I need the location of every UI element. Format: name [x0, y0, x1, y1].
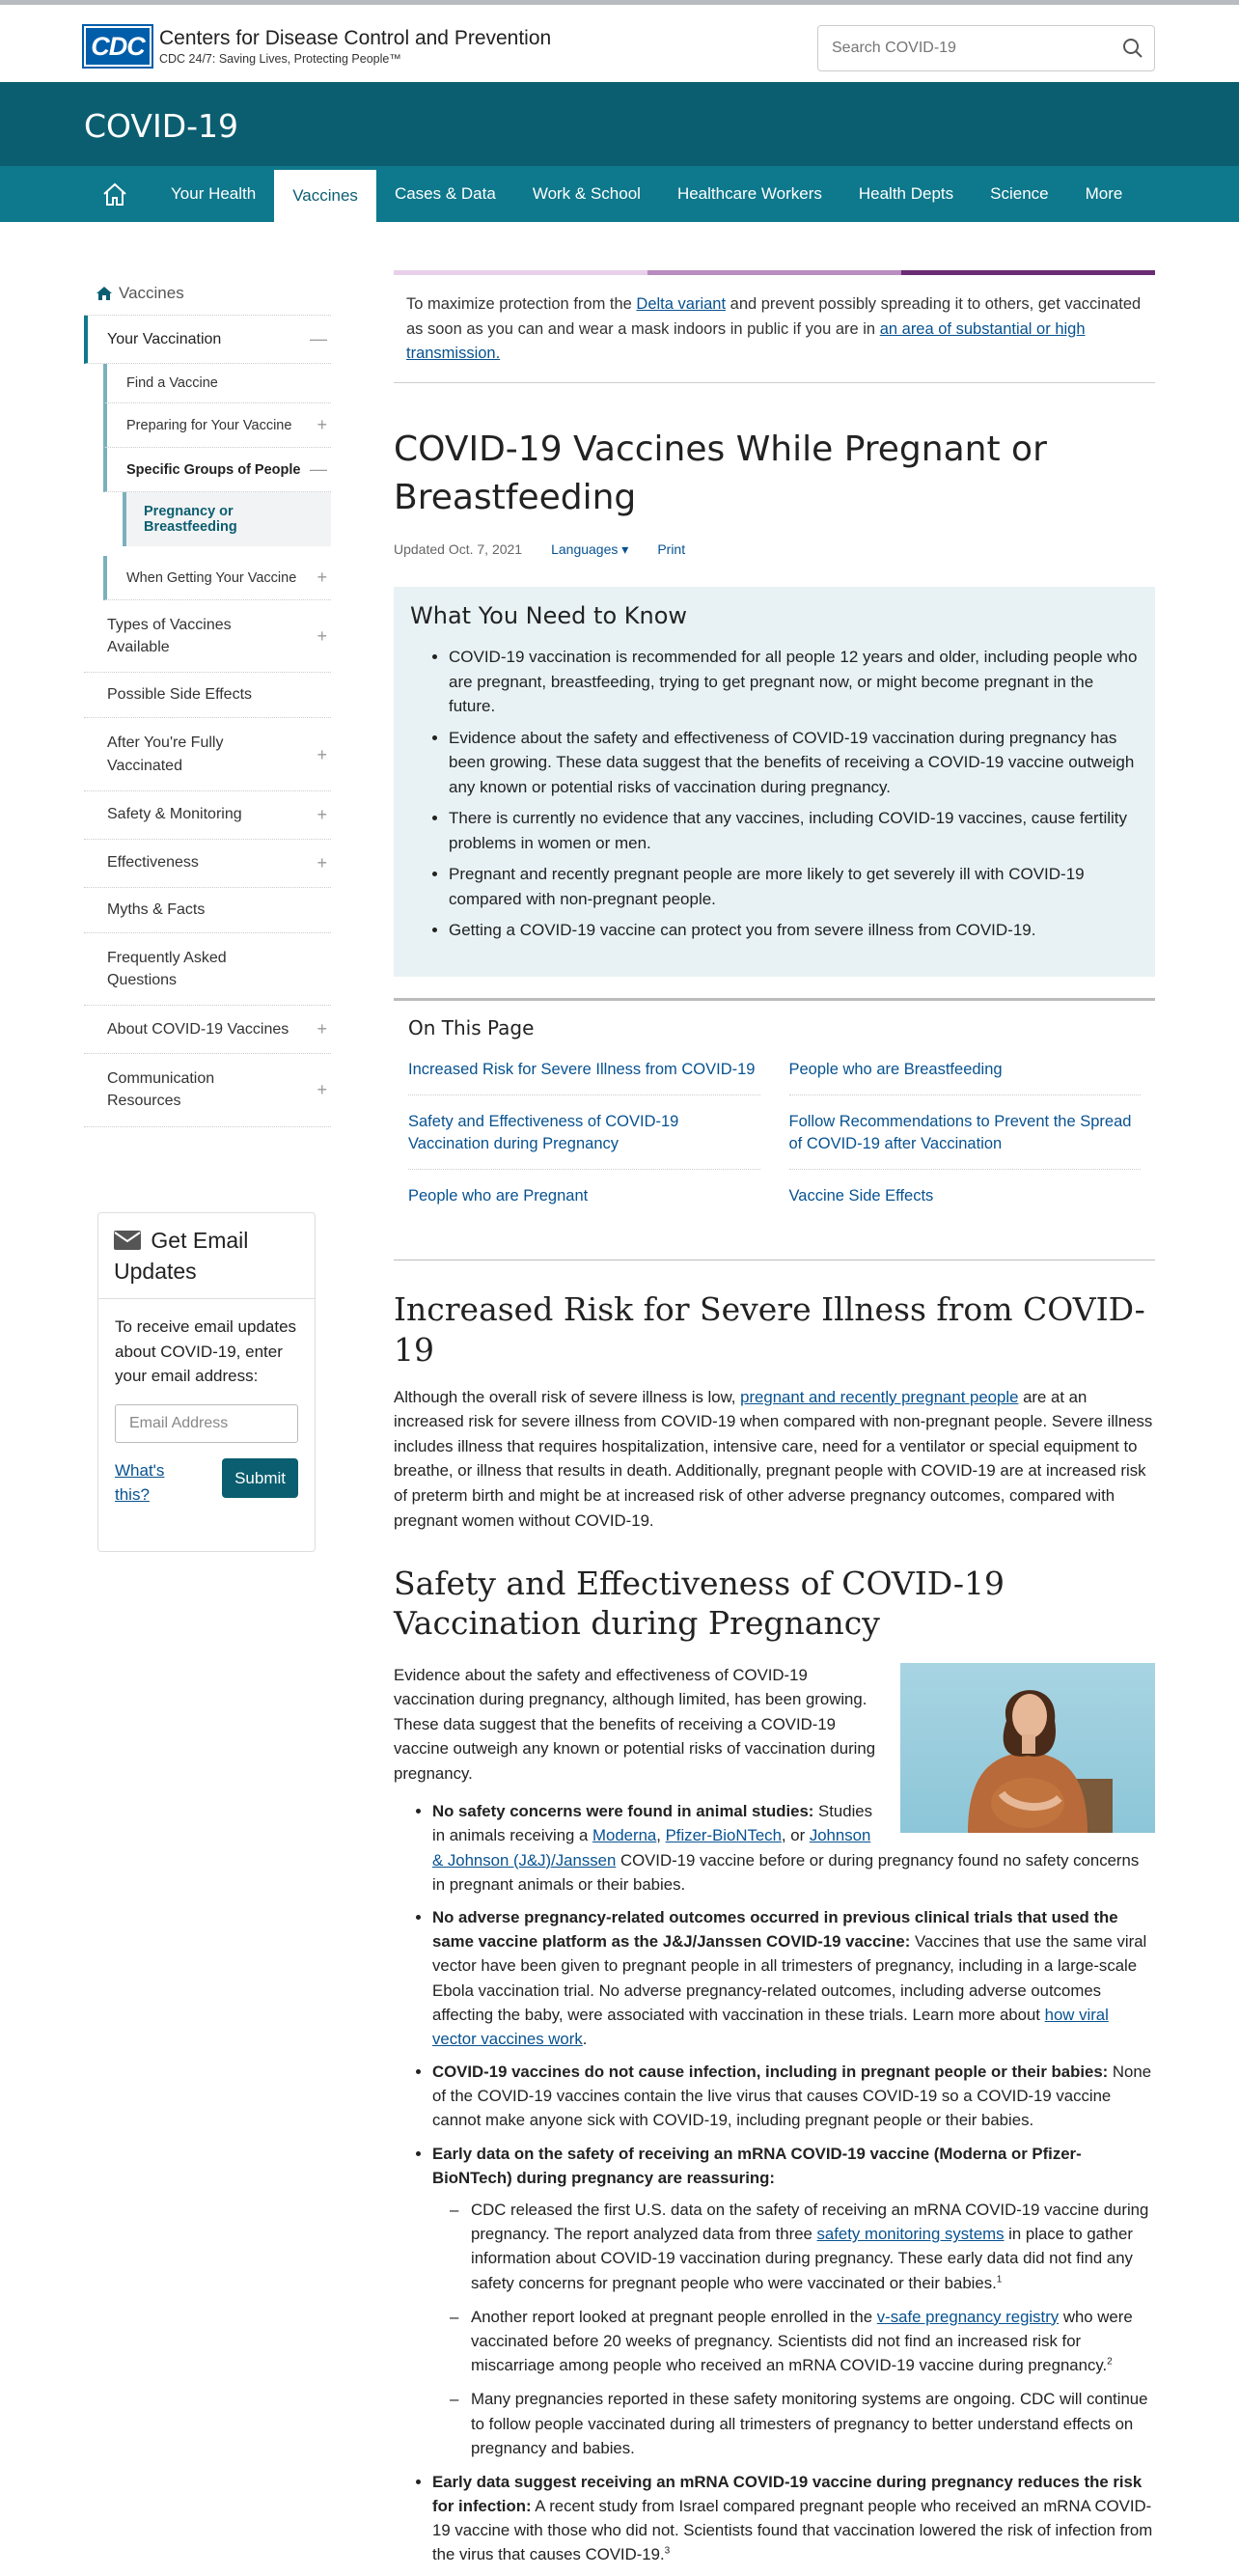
print-link[interactable]: Print	[657, 541, 686, 558]
sidebar-item-pregnancy[interactable]: Pregnancy or Breastfeeding	[123, 492, 331, 546]
expand-icon[interactable]: +	[317, 1019, 327, 1039]
on-this-page	[394, 998, 1155, 1260]
list-item: • Pregnant and recently pregnant people are more likely to get severely ill with COVID-19 compared with non-pregnant people.	[449, 862, 1139, 911]
sidebar-item-types[interactable]	[84, 600, 331, 673]
list-item: • There is currently no evidence that any vaccines, including COVID-19 vaccines, cause fertility problems in women or men.	[449, 806, 1139, 855]
nav-science[interactable]: Science	[990, 184, 1049, 203]
vsafe-registry-link[interactable]: v-safe pregnancy registry	[876, 2307, 1060, 2326]
whats-this-link[interactable]: What's this?	[115, 1460, 165, 1505]
updated-date: Updated Oct. 7, 2021	[394, 541, 523, 558]
otp-title: On This Page	[408, 1015, 535, 1039]
expand-icon[interactable]: +	[317, 626, 327, 647]
bullet-heading: COVID-19 vaccines do not cause infection, including in pregnant people or their babies:	[432, 2063, 1109, 2082]
delta-alert	[394, 275, 1155, 383]
list-item: • COVID-19 vaccination is recommended for all people 12 years and older, including people who are pregnant, breastfeeding, trying to get pregnant now, or might become pregnant in the future.	[449, 645, 1139, 719]
delta-variant-link[interactable]: Delta variant	[636, 295, 727, 313]
moderna-link[interactable]: Moderna	[592, 1826, 657, 1845]
bullet-text: None of the COVID-19 vaccines contain the live virus that causes COVID-19 so a COVID-19 vaccine cannot make anyone sick with COVID-19, including pregnant people or their babies.	[432, 2063, 1152, 2130]
expand-icon[interactable]: +	[317, 804, 327, 824]
bullet-heading: Early data on the safety of receiving an mRNA COVID-19 vaccine (Moderna or Pfizer-BioNTech) during pregnancy are reassuring:	[432, 2144, 1082, 2187]
risk-paragraph	[394, 1385, 1155, 1533]
bullet-heading: No adverse pregnancy-related outcomes occurred in previous clinical trials that used the same vaccine platform as the J&J/Janssen COVID-19 vaccine:	[432, 1907, 1118, 1952]
sidebar-item-label: Possible Side Effects	[107, 686, 253, 704]
bullet-heading: Early data suggest receiving an mRNA COVID-19 vaccine during pregnancy reduces the risk for infection:	[432, 2472, 1143, 2516]
sidebar-item-your-vaccination[interactable]	[84, 316, 331, 364]
what-you-need-to-know	[394, 587, 1155, 977]
cdc-logo[interactable]	[84, 26, 551, 67]
otp-link-recommendations[interactable]: Follow Recommendations to Prevent the Spread of COVID-19 after Vaccination	[789, 1111, 1142, 1170]
alert-text: To maximize protection from the	[406, 295, 637, 313]
sidebar-item-label: Myths & Facts	[107, 900, 206, 918]
list-item	[432, 2470, 1155, 2567]
email-input[interactable]: Email Address	[115, 1404, 298, 1443]
search-box	[817, 25, 1155, 71]
nav-vaccines[interactable]: Vaccines	[274, 166, 376, 222]
reference-2[interactable]: 2	[1107, 2356, 1113, 2368]
paragraph-text: are at an increased risk for severe illness from COVID-19 when compared with non-pregnant people. Severe illness includes illness that requires hospitalization, intensive care, need for a ventilator or special equipment to breathe, or illness that results in death. Additionally, pregnant people with COVID-19 are at increased risk of preterm birth and might be at increased risk of other adverse pregnancy outcomes, compared with pregnant women without COVID-19.	[394, 1387, 1153, 1530]
nav-cases-data[interactable]: Cases & Data	[394, 184, 496, 203]
pfizer-link[interactable]: Pfizer-BioNTech	[665, 1826, 782, 1845]
banner-title: COVID-19	[84, 107, 239, 145]
sidebar-item-myths[interactable]	[84, 888, 331, 933]
otp-link-side-effects[interactable]: Vaccine Side Effects	[788, 1187, 934, 1205]
home-icon	[101, 181, 128, 207]
sidebar-item-label: Safety & Monitoring	[107, 806, 242, 823]
org-name: Centers for Disease Control and Prevention	[159, 27, 552, 49]
viral-vector-link[interactable]: how viral vector vaccines work	[432, 2005, 1109, 2048]
sidebar-item-find-vaccine[interactable]	[103, 364, 331, 403]
sidebar-item-label: Specific Groups of People	[126, 461, 301, 478]
know-title: What You Need to Know	[410, 602, 688, 630]
sub-list-item	[450, 2305, 1155, 2378]
bullet-text: A recent study from Israel compared pregnant people who received an mRNA COVID-19 vaccine with those who did not. Scientists found that vaccination lowered the risk of infection from the virus that causes COVID-19.	[432, 2497, 1153, 2564]
list-item	[432, 1905, 1155, 2051]
search-icon[interactable]	[1112, 27, 1154, 69]
sidebar-item-label: When Getting Your Vaccine	[126, 569, 297, 586]
sidebar-item-effectiveness[interactable]	[84, 840, 331, 888]
nav-more[interactable]: More	[1085, 184, 1123, 203]
sub-list-item: – Many pregnancies reported in these safety monitoring systems are ongoing. CDC will continue to follow people vaccinated during all trimesters of pregnancy to better understand effects on pregnancy and babies.	[450, 2387, 1155, 2460]
bullet-text: CDC released the first U.S. data on the safety of receiving an mRNA COVID-19 vaccine during pregnancy. The report analyzed data from three	[471, 2201, 1149, 2244]
bullet-text: .	[582, 2029, 588, 2048]
email-description: To receive email updates about COVID-19, enter your email address:	[115, 1317, 297, 1386]
expand-icon[interactable]: +	[317, 852, 327, 873]
tagline: CDC 24/7: Saving Lives, Protecting People™	[159, 52, 401, 66]
bullet-text: Vaccines that use the same viral vector have been given to pregnant people in all trimesters of pregnancy, including in a large-scale Ebola vaccination trial. No adverse pregnancy-related outcomes, including adverse outcomes affecting the baby, were associated with vaccination in these trials. Learn more about	[432, 1932, 1147, 2024]
envelope-icon	[114, 1231, 141, 1250]
alert-stripe	[394, 270, 1155, 275]
site-header	[0, 5, 1239, 82]
bullet-text: Studies in animals receiving a	[432, 1802, 873, 1845]
pregnant-woman-photo	[900, 1663, 1155, 1833]
sidebar-item-label: Communication Resources	[107, 1070, 215, 1110]
sub-list-item	[450, 2198, 1155, 2295]
collapse-icon[interactable]: —	[310, 329, 327, 348]
bullet-heading: No safety concerns were found in animal studies:	[432, 1802, 814, 1821]
sidebar-item-specific-groups[interactable]	[103, 448, 331, 492]
sidebar-item-label: About COVID-19 Vaccines	[107, 1020, 289, 1038]
nav-home[interactable]	[84, 166, 152, 222]
collapse-icon[interactable]: —	[310, 459, 327, 479]
risk-heading: Increased Risk for Severe Illness from COVID-19	[394, 1290, 1145, 1369]
expand-icon[interactable]: +	[317, 415, 327, 434]
email-header	[98, 1213, 315, 1299]
languages-dropdown[interactable]: Languages ▾	[551, 541, 629, 558]
reference-3[interactable]: 3	[664, 2545, 671, 2557]
bullet-text: in place to gather information about COVID-19 vaccination during pregnancy. These early data did not find any safety concerns for pregnant people who were vaccinated or their babies.	[471, 2225, 1133, 2292]
cdc-logo-mark: CDC	[84, 26, 151, 67]
list-item: • Evidence about the safety and effectiveness of COVID-19 vaccination during pregnancy has been growing. These data suggest that the benefits of receiving a COVID-19 vaccine outweigh any known or potential risks of vaccination during pregnancy.	[449, 726, 1139, 800]
sidebar	[84, 270, 331, 1127]
expand-icon[interactable]: +	[317, 568, 327, 587]
bullet-text: Another report looked at pregnant people enrolled in the	[471, 2307, 877, 2326]
pregnant-people-link[interactable]: pregnant and recently pregnant people	[740, 1387, 1019, 1406]
transmission-link[interactable]: an area of substantial or high transmission.	[406, 319, 1086, 363]
otp-link-increased-risk[interactable]: Increased Risk for Severe Illness from COVID-19	[408, 1059, 760, 1095]
list-item	[432, 2060, 1155, 2133]
covid-banner	[0, 82, 1239, 166]
sidebar-item-preparing[interactable]	[103, 403, 331, 448]
bullet-text: , or	[781, 1826, 810, 1845]
sidebar-item-label: Find a Vaccine	[126, 375, 218, 391]
janssen-link[interactable]: Johnson & Johnson (J&J)/Janssen	[432, 1826, 871, 1870]
safety-monitoring-link[interactable]: safety monitoring systems	[816, 2225, 1005, 2244]
email-title: Get Email Updates	[114, 1228, 249, 1285]
safety-heading: Safety and Effectiveness of COVID-19 Vaccination during Pregnancy	[394, 1565, 1005, 1643]
otp-link-safety[interactable]: Safety and Effectiveness of COVID-19 Vaccination during Pregnancy	[408, 1111, 760, 1170]
submit-button[interactable]: Submit	[222, 1458, 298, 1499]
page-meta	[394, 541, 1155, 558]
sidebar-item-safety[interactable]	[84, 791, 331, 840]
nav-work-school[interactable]: Work & School	[532, 184, 641, 203]
sidebar-item-communication[interactable]	[84, 1054, 331, 1126]
expand-icon[interactable]: +	[317, 1080, 327, 1100]
expand-icon[interactable]: +	[317, 744, 327, 764]
nav-healthcare-workers[interactable]: Healthcare Workers	[676, 184, 822, 203]
nav-your-health[interactable]: Your Health	[171, 184, 257, 203]
sidebar-item-label: After You're Fully Vaccinated	[107, 734, 224, 774]
bullet-text: ,	[656, 1826, 666, 1845]
list-item	[432, 2142, 1155, 2460]
main-content	[394, 270, 1155, 2576]
bullet-text: who were vaccinated before 20 weeks of pregnancy. Scientists did not find an increased risk for miscarriage among people who received an mRNA COVID-19 vaccine during pregnancy.	[471, 2307, 1133, 2375]
search-input[interactable]	[832, 40, 1112, 57]
sidebar-item-label: Your Vaccination	[107, 330, 222, 347]
sidebar-item-label: Vaccines	[119, 284, 184, 302]
sidebar-item-faq[interactable]	[84, 933, 331, 1006]
sidebar-item-label: Effectiveness	[107, 854, 199, 872]
reference-1[interactable]: 1	[996, 2273, 1003, 2285]
otp-link-breastfeeding[interactable]: People who are Breastfeeding	[789, 1059, 1142, 1095]
main-nav	[0, 166, 1239, 222]
paragraph-text: Although the overall risk of severe illness is low,	[394, 1387, 741, 1406]
home-icon	[96, 286, 113, 301]
nav-health-depts[interactable]: Health Depts	[858, 184, 954, 203]
page-title: COVID-19 Vaccines While Pregnant or Breastfeeding	[394, 429, 1047, 518]
safety-intro: Evidence about the safety and effectiveness of COVID-19 vaccination during pregnancy, although limited, has been growing. These data suggest that the benefits of receiving a COVID-19 vaccine outweigh any known or potential risks of vaccination during pregnancy.	[394, 1665, 876, 1783]
sidebar-item-after-vaccinated[interactable]	[84, 718, 331, 790]
otp-link-pregnant[interactable]: People who are Pregnant	[408, 1187, 589, 1205]
sidebar-item-about[interactable]	[84, 1006, 331, 1054]
list-item: • Getting a COVID-19 vaccine can protect you from severe illness from COVID-19.	[449, 918, 1139, 943]
email-updates-box	[97, 1212, 316, 1552]
sidebar-item-label: Types of Vaccines Available	[107, 617, 232, 656]
sidebar-item-label: Preparing for Your Vaccine	[126, 417, 292, 433]
sidebar-item-vaccines[interactable]	[84, 270, 331, 316]
alert-text: and prevent possibly spreading it to others, get vaccinated as soon as you can and wear a mask indoors in public if you are in	[406, 295, 1142, 338]
sidebar-item-label: Frequently Asked Questions	[107, 949, 227, 988]
sidebar-item-side-effects[interactable]	[84, 673, 331, 718]
bullet-text: COVID-19 vaccine before or during pregnancy found no safety concerns in pregnant animals or their babies.	[432, 1850, 1140, 1894]
sidebar-item-when-getting[interactable]	[103, 556, 331, 600]
